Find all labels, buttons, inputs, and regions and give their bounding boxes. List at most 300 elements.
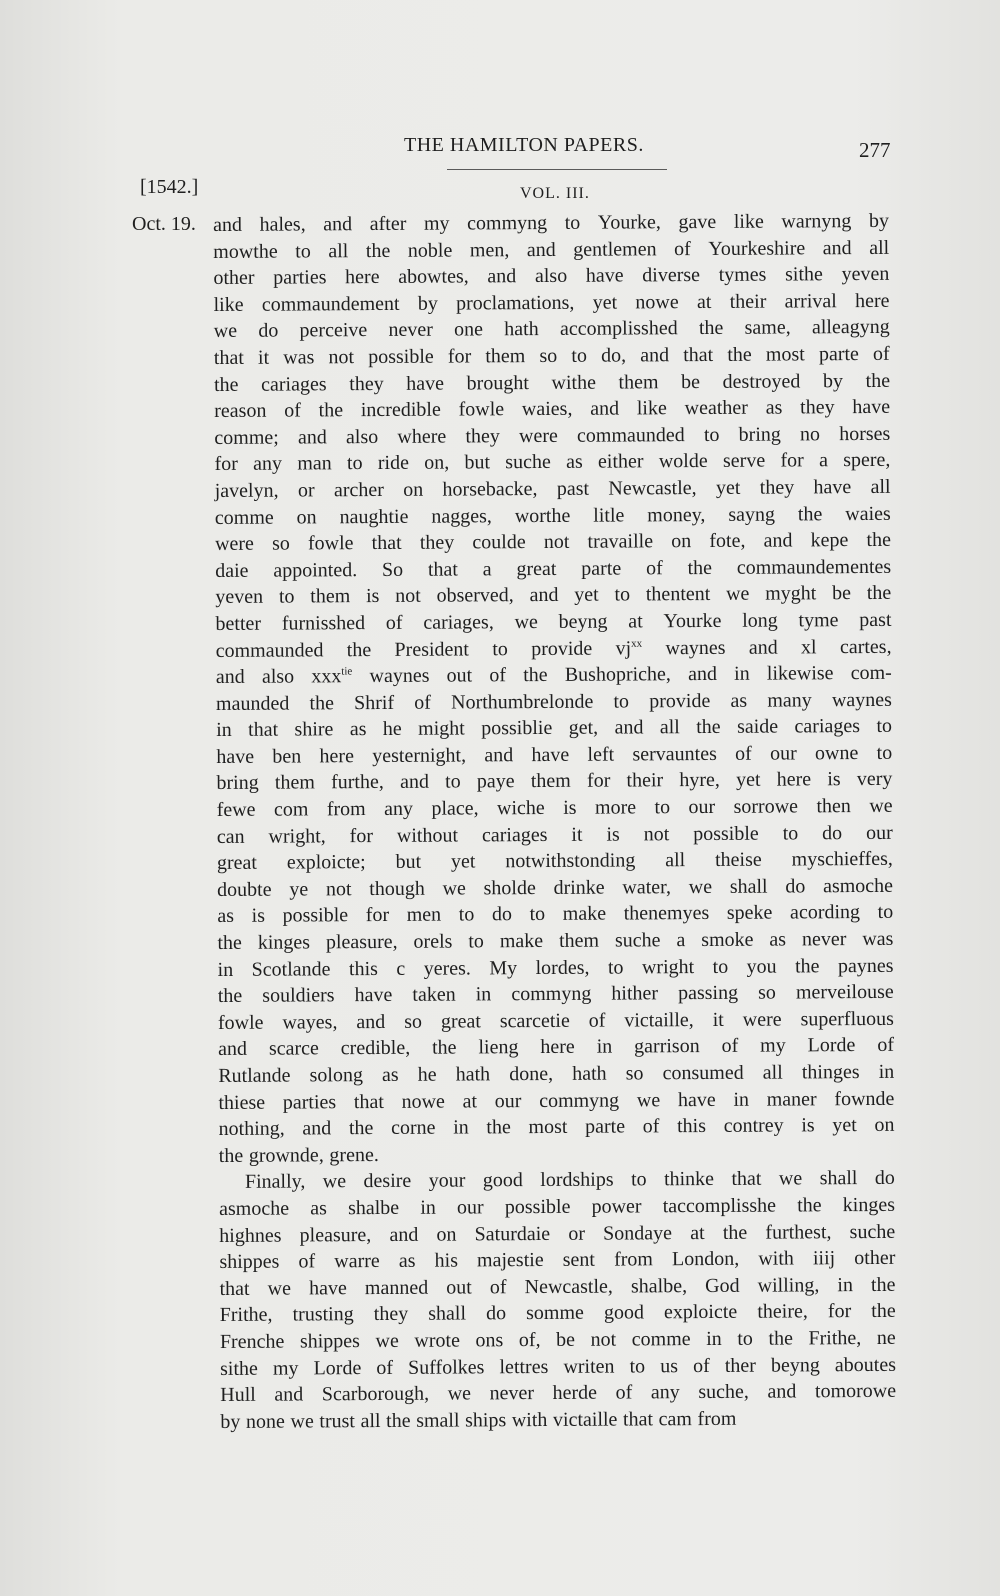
text-line [218, 1006, 894, 1037]
word: of [721, 1035, 739, 1058]
word: that [683, 343, 714, 367]
word: exploicte; [286, 851, 366, 874]
text-line [220, 1405, 896, 1436]
word: of [284, 399, 301, 422]
word: yeres. [423, 957, 471, 980]
word: my [272, 1357, 299, 1380]
word: hales, [259, 213, 306, 236]
word: Rutlande [218, 1064, 291, 1087]
word: herde [552, 1381, 598, 1405]
word: were [214, 532, 254, 556]
word: the [696, 716, 721, 739]
word: souldiers [262, 984, 335, 1007]
word: furthest, [765, 1220, 832, 1244]
text-line [214, 314, 890, 345]
word: yeven [841, 263, 890, 286]
word: majestie [476, 1249, 544, 1272]
word: destroyed [722, 369, 801, 393]
word: to [712, 955, 729, 978]
word: fote, [709, 529, 746, 553]
word: Lorde [313, 1356, 362, 1379]
word: taken [412, 983, 456, 1007]
word: God [705, 1274, 740, 1297]
word: it [571, 823, 583, 846]
word: likewise [766, 662, 834, 685]
word: and [822, 236, 852, 259]
word: past [556, 477, 590, 500]
word: of [376, 1356, 394, 1379]
word: credible, [340, 1037, 411, 1060]
word: the [432, 1036, 457, 1060]
word: to [630, 1168, 647, 1191]
word: they [419, 531, 455, 554]
word: nagges, [431, 504, 492, 528]
word: at [690, 1221, 705, 1244]
word: the [309, 691, 334, 715]
word: nothing, [218, 1117, 285, 1141]
word: parte [585, 1115, 626, 1138]
word: not [325, 878, 352, 901]
word: for [586, 770, 611, 793]
word: with [511, 1408, 548, 1431]
word: myght [765, 582, 817, 605]
word: fownde [834, 1087, 895, 1110]
word: in [453, 1116, 469, 1139]
word: arrival [784, 289, 837, 313]
word: of [588, 1009, 606, 1032]
word: to [278, 585, 295, 608]
word: horsebacke, [442, 477, 538, 501]
word: shalbe, [630, 1274, 688, 1298]
word: the [871, 1300, 896, 1323]
word: the [213, 373, 239, 396]
word: alleagyng [811, 316, 890, 339]
word: notwithstonding [505, 849, 636, 873]
word: as [381, 1063, 399, 1086]
word: victaille, [624, 1008, 694, 1032]
word: to [737, 1327, 753, 1350]
word: and [487, 265, 517, 288]
word: hath [455, 1063, 491, 1086]
word: men [406, 904, 442, 927]
word: the [486, 1116, 511, 1139]
word: other [213, 266, 255, 290]
word: they [800, 396, 835, 419]
word: place, [431, 797, 479, 820]
word: So [381, 558, 404, 581]
word: superfluous [800, 1007, 894, 1031]
word: cariages [481, 823, 548, 847]
word: scarcetie [499, 1009, 570, 1033]
text-line [219, 1165, 895, 1196]
word: after [369, 212, 407, 236]
word: here [854, 289, 890, 312]
word: appointed. [273, 558, 358, 582]
word: them [618, 370, 659, 394]
word: and [399, 771, 429, 794]
word: the [698, 317, 724, 340]
word: in [475, 983, 492, 1006]
word: archer [333, 478, 384, 502]
word: thinke [663, 1168, 715, 1191]
word: one [454, 318, 484, 341]
word: yet [715, 476, 741, 499]
word: to [876, 741, 893, 764]
word: and [748, 636, 778, 659]
word: theire, [757, 1300, 808, 1324]
word: Frithe, [219, 1304, 273, 1327]
word: com [273, 798, 309, 821]
word: parties [273, 266, 327, 289]
word: beyng [770, 1353, 820, 1377]
year-marker: [1542.] [140, 176, 199, 198]
text-line [215, 554, 891, 585]
word: to [703, 423, 720, 446]
word: to [564, 211, 581, 234]
word: incredible [360, 398, 441, 422]
word: a [482, 558, 492, 581]
word: in [837, 1273, 853, 1296]
word: Frenche [219, 1330, 285, 1353]
word: Suffolkes [408, 1355, 485, 1379]
word: left [587, 743, 615, 766]
word: trusting [292, 1303, 354, 1326]
word: merveilouse [795, 981, 894, 1004]
word: here [345, 266, 380, 289]
word: cartes, [839, 635, 892, 658]
word: from [613, 1248, 653, 1271]
word: suche, [698, 1380, 749, 1404]
text-line [213, 261, 889, 292]
word: noble [407, 239, 453, 262]
word: as [769, 928, 787, 951]
word: corne [391, 1116, 436, 1140]
word: do, [600, 344, 627, 367]
word: suche [505, 451, 551, 474]
word: javelyn, [214, 479, 279, 502]
word: in [596, 1035, 613, 1059]
word: and [526, 238, 556, 261]
word: in [706, 1327, 722, 1350]
word: get, [568, 716, 599, 740]
word: diverse [642, 264, 701, 287]
word: shall [428, 1302, 467, 1326]
word: the [865, 369, 891, 392]
word: your [428, 1169, 466, 1193]
text-line [214, 394, 890, 425]
word: willing, [757, 1274, 820, 1297]
word: orels [413, 930, 453, 953]
word: ye [289, 878, 309, 901]
word: tymes [718, 263, 767, 287]
text-line [218, 952, 894, 983]
word: cariages [794, 715, 861, 738]
text-line [214, 341, 890, 372]
word: taccomplisshe [662, 1194, 777, 1218]
word: fowle [307, 532, 354, 555]
word: the [687, 556, 713, 579]
word: of [615, 1381, 633, 1404]
word: possible [368, 345, 434, 369]
word: theise [715, 848, 762, 872]
word: we [267, 1277, 292, 1300]
word: of [489, 1275, 507, 1299]
word: $vj^{xx}$ [615, 636, 643, 660]
text-line [217, 820, 893, 851]
word: lettres [499, 1355, 549, 1378]
word: to [613, 690, 630, 713]
word: maner [766, 1087, 817, 1111]
word: the [797, 502, 823, 525]
word: have [406, 372, 445, 395]
word: comme; [214, 426, 279, 449]
word: the [218, 1144, 244, 1167]
text-line [218, 979, 894, 1010]
text-line [217, 846, 893, 877]
word: them [274, 771, 315, 795]
word: doubte [217, 878, 272, 901]
word: thiese [218, 1091, 266, 1114]
word: speke [726, 902, 773, 925]
word: do [491, 903, 513, 926]
word: small [416, 1409, 460, 1432]
word: all [659, 716, 680, 739]
word: shire [294, 718, 334, 741]
running-title: THE HAMILTON PAPERS. [404, 134, 644, 156]
word: as [730, 689, 748, 712]
word: our [865, 821, 893, 844]
word: fewe [216, 798, 256, 822]
word: or [568, 1222, 586, 1245]
text-line [214, 421, 890, 452]
word: by [417, 292, 438, 315]
word: suche [614, 929, 661, 952]
word: their [729, 290, 767, 313]
word: withe [551, 371, 596, 394]
word: never [489, 1382, 535, 1405]
text-line [217, 926, 893, 957]
word: be [556, 1328, 576, 1351]
word: but [395, 850, 422, 874]
text-line [215, 527, 891, 558]
text-line [217, 899, 893, 930]
word: we [636, 1088, 661, 1112]
word: and [302, 1117, 332, 1140]
word: that [731, 1168, 762, 1191]
word: it [712, 1008, 724, 1031]
word: Hull [220, 1383, 256, 1407]
word: great [216, 851, 258, 875]
word: servauntes [632, 742, 717, 766]
word: so [758, 981, 776, 1004]
word: for [780, 449, 804, 472]
word: more [594, 796, 637, 819]
word: not [543, 530, 570, 554]
word: do [822, 821, 843, 844]
title-rule [447, 169, 667, 170]
volume-label: VOL. III. [520, 185, 590, 202]
word: have [216, 745, 255, 768]
word: gentlemen [573, 237, 657, 261]
word: commaunded [215, 638, 324, 662]
word: tomorowe [814, 1379, 897, 1403]
word: on [403, 478, 424, 501]
word: horses [839, 422, 891, 445]
word: in [217, 958, 234, 981]
word: in [420, 1196, 436, 1219]
word: yet [574, 583, 599, 607]
word: any [650, 1381, 680, 1404]
word: shalbe [347, 1196, 400, 1220]
word: Bushopriche, [564, 663, 671, 686]
word: pleasure, [299, 1223, 372, 1247]
word: wrote [414, 1329, 460, 1352]
word: then [816, 795, 851, 818]
margin-date: Oct. 19. [132, 213, 196, 235]
word: My [489, 956, 518, 979]
word: as [765, 396, 783, 419]
word: fowle [458, 398, 505, 421]
word: tyme [798, 609, 839, 632]
word: it [257, 346, 270, 369]
word: observed, [436, 584, 514, 607]
text-line [216, 740, 892, 771]
word: his [434, 1249, 459, 1272]
word: sithe [219, 1357, 258, 1380]
word: on [296, 505, 317, 529]
word: as [566, 451, 583, 474]
word: like [213, 293, 244, 316]
word: Scarborough, [321, 1382, 430, 1406]
word: brought [466, 371, 529, 395]
word: to [492, 637, 508, 660]
word: kinges [257, 931, 311, 954]
word: not [643, 822, 670, 846]
word: parte [818, 343, 859, 366]
text-line [215, 500, 891, 531]
word: we [213, 320, 238, 343]
word: you [746, 955, 777, 978]
word: hath [504, 318, 539, 341]
word: but [464, 451, 491, 474]
word: without [396, 824, 459, 847]
word: of [385, 611, 403, 634]
word: cariages [261, 372, 327, 396]
word: owne [814, 741, 859, 765]
word: possible [693, 822, 759, 845]
word: the [346, 638, 372, 661]
word: solong [309, 1064, 363, 1087]
word: we [322, 1170, 347, 1193]
word: proclamations, [456, 291, 575, 315]
word: have [813, 476, 852, 499]
word: we [442, 877, 466, 900]
word: comme [214, 506, 274, 529]
word: pleasure, [325, 930, 398, 954]
word: hath [572, 1062, 607, 1085]
word: sholde [483, 876, 536, 900]
word: sorrowe [733, 795, 799, 818]
word: provide [649, 689, 711, 713]
word: victaille [552, 1408, 618, 1431]
word: same, [744, 316, 791, 340]
text-line [214, 367, 890, 398]
word: so [625, 1062, 644, 1085]
text-line [219, 1192, 895, 1223]
word: is [606, 823, 620, 846]
word: from [326, 798, 366, 821]
word: is [251, 905, 266, 928]
word: sithe [785, 263, 823, 286]
word: shall [819, 1167, 858, 1190]
word: be [681, 370, 701, 393]
word: President [394, 637, 470, 661]
word: to [458, 903, 475, 926]
word: either [597, 450, 644, 473]
word: other [854, 1247, 896, 1270]
word: that [353, 1090, 384, 1113]
word: reason [214, 399, 267, 423]
word: passing [677, 982, 739, 1005]
word: is [827, 768, 841, 791]
word: ride [377, 452, 409, 475]
word: can [216, 825, 245, 848]
text-line [216, 633, 892, 664]
word: garrison [634, 1035, 700, 1058]
text-line [216, 713, 892, 744]
word: all [762, 1061, 783, 1084]
word: them [530, 770, 571, 793]
word: and [529, 584, 559, 607]
word: we [447, 1382, 472, 1405]
word: here [319, 745, 355, 768]
word: and [640, 344, 670, 367]
word: lordes, [535, 956, 590, 979]
word: not [395, 585, 421, 608]
word: do [258, 319, 279, 343]
word: contrey [723, 1114, 784, 1138]
word: so [271, 532, 290, 555]
word: wright [641, 955, 695, 979]
word: commaunded [576, 423, 685, 447]
word: commaundement [261, 292, 400, 316]
word: from [697, 1407, 737, 1430]
word: suche [849, 1220, 896, 1243]
word: Yourkeshire [708, 236, 806, 260]
word: out [446, 664, 473, 687]
word: of [872, 342, 890, 365]
word: do [485, 1302, 507, 1325]
word: com- [850, 661, 892, 685]
word: for [447, 345, 472, 368]
word: beyng [558, 610, 608, 633]
word: weather [684, 396, 748, 420]
word: that [213, 346, 244, 369]
word: to [571, 344, 587, 367]
word: long [742, 609, 778, 632]
word: to [654, 796, 671, 819]
word: Yourke, [597, 211, 661, 234]
word: we [726, 583, 750, 606]
word: our [688, 796, 716, 819]
word: here [540, 1036, 575, 1059]
word: writen [563, 1355, 615, 1378]
word: the [797, 1194, 822, 1217]
word: the [795, 954, 820, 978]
word: London, [671, 1247, 740, 1271]
word: aboutes [834, 1353, 897, 1376]
word: waies, [521, 397, 573, 421]
